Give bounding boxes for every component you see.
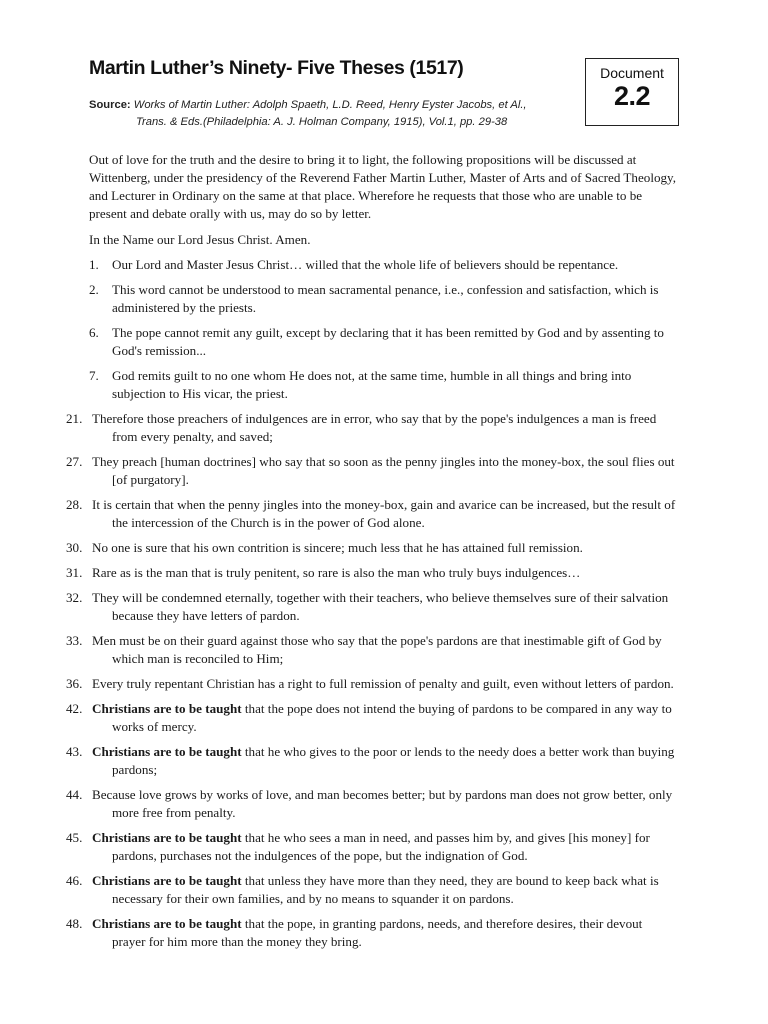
thesis-text (112, 256, 679, 274)
thesis-text (92, 590, 668, 623)
source-label: Source: (89, 99, 131, 111)
thesis-text (112, 367, 679, 403)
thesis-text (92, 454, 675, 487)
thesis-item (66, 564, 679, 582)
thesis-text (92, 916, 642, 949)
thesis-number: 46. (66, 873, 83, 888)
thesis-text (92, 701, 672, 734)
thesis-text (92, 565, 580, 580)
thesis-item (66, 743, 679, 779)
thesis-item (89, 367, 679, 403)
thesis-number: 36. (66, 676, 83, 691)
thesis-body: The pope cannot remit any guilt, except by declaring that it has been remitted by God and by assenting to God's remission... (112, 325, 664, 358)
thesis-number: 32. (66, 590, 83, 605)
thesis-item (66, 700, 679, 736)
thesis-body: Every truly repentant Christian has a right to full remission of penalty and guilt, even without letters of pardon. (92, 676, 674, 691)
thesis-text (92, 787, 672, 820)
thesis-body: No one is sure that his own contrition is sincere; much less that he has attained full remission. (92, 540, 583, 555)
thesis-emphasis: Christians are to be taught (92, 873, 242, 888)
thesis-item (89, 256, 679, 274)
thesis-emphasis: Christians are to be taught (92, 744, 242, 759)
thesis-item (66, 872, 679, 908)
thesis-number: 43. (66, 744, 83, 759)
thesis-number: 7. (89, 368, 99, 383)
document-number-box (585, 58, 679, 126)
thesis-body: Rare as is the man that is truly penitent, so rare is also the man who truly buys indulgences… (92, 565, 581, 580)
thesis-number: 1. (89, 257, 99, 272)
thesis-number: 2. (89, 282, 99, 297)
thesis-body: Men must be on their guard against those who say that the pope's pardons are that inestimable gift of God by which man is reconciled to Him; (92, 633, 662, 666)
thesis-body: Therefore those preachers of indulgences are in error, who say that by the pope's indulgences a man is freed from every penalty, and saved; (92, 411, 657, 444)
thesis-item (66, 632, 679, 668)
thesis-body: that he who sees a man in need, and passes him by, and gives [his money] for pardons, purchases not the indulgences of the pope, but the indignation of God. (112, 830, 650, 863)
thesis-body: They preach [human doctrines] who say that so soon as the penny jingles into the money-box, the soul flies out [of purgatory]. (92, 454, 675, 487)
thesis-item (66, 829, 679, 865)
source-citation (89, 97, 559, 131)
thesis-item (66, 915, 679, 951)
thesis-body: that the pope, in granting pardons, needs, and therefore desires, their devout prayer for him more than the money they bring. (112, 916, 643, 949)
document-body (66, 151, 679, 958)
document-number: 2.2 (613, 81, 651, 111)
document-label: Document (600, 65, 664, 81)
thesis-body: It is certain that when the penny jingles into the money-box, gain and avarice can be increased, but the result of the intercession of the Church is in the power of God alone. (92, 497, 676, 530)
thesis-item (66, 589, 679, 625)
thesis-text (92, 676, 674, 691)
thesis-emphasis: Christians are to be taught (92, 830, 242, 845)
thesis-text (92, 633, 662, 666)
thesis-number: 27. (66, 454, 83, 469)
thesis-body: Our Lord and Master Jesus Christ… willed that the whole life of believers should be repentance. (112, 257, 619, 272)
theses-list (66, 256, 679, 951)
thesis-item (66, 453, 679, 489)
thesis-body: that he who gives to the poor or lends to the needy does a better work than buying pardons; (112, 744, 675, 777)
thesis-item (66, 675, 679, 693)
thesis-emphasis: Christians are to be taught (92, 701, 242, 716)
thesis-number: 31. (66, 565, 83, 580)
thesis-number: 33. (66, 633, 83, 648)
thesis-emphasis: Christians are to be taught (92, 916, 242, 931)
thesis-item (66, 786, 679, 822)
thesis-text (92, 830, 650, 863)
thesis-body: that the pope does not intend the buying of pardons to be compared in any way to works of mercy. (112, 701, 672, 734)
thesis-number: 28. (66, 497, 83, 512)
thesis-number: 45. (66, 830, 83, 845)
thesis-text (92, 411, 656, 444)
source-line-2: Trans. & Eds.(Philadelphia: A. J. Holman Company, 1915), Vol.1, pp. 29-38 (136, 116, 508, 128)
source-line-1: Works of Martin Luther: Adolph Spaeth, L.D. Reed, Henry Eyster Jacobs, et Al., (133, 99, 527, 111)
invocation-line: In the Name our Lord Jesus Christ. Amen. (89, 232, 311, 247)
thesis-text (112, 324, 679, 360)
thesis-item (89, 281, 679, 317)
thesis-item (66, 539, 679, 557)
thesis-text (112, 281, 679, 317)
thesis-text (92, 540, 583, 555)
thesis-body: They will be condemned eternally, together with their teachers, who believe themselves sure of their salvation because they have letters of pardon. (92, 590, 669, 623)
thesis-body: God remits guilt to no one whom He does not, at the same time, humble in all things and bring into subjection to His vicar, the priest. (112, 368, 632, 401)
thesis-number: 44. (66, 787, 83, 802)
thesis-number: 21. (66, 411, 83, 426)
thesis-item (89, 324, 679, 360)
thesis-number: 48. (66, 916, 83, 931)
thesis-number: 6. (89, 325, 99, 340)
thesis-text (92, 873, 659, 906)
thesis-text (92, 744, 674, 777)
thesis-text (92, 497, 675, 530)
thesis-number: 42. (66, 701, 83, 716)
thesis-body: that unless they have more than they need, they are bound to keep back what is necessary for their own families, and by no means to squander it on pardons. (112, 873, 659, 906)
thesis-number: 30. (66, 540, 83, 555)
intro-paragraph: Out of love for the truth and the desire to bring it to light, the following propositions will be discussed at Wittenberg, under the presidency of the Reverend Father Martin Luther, Master of Arts and of Sacred Theology, and Lecturer in Ordinary on the same at that place. Wherefore he requests that those who are unable to be present and debate orally with us, may do so by letter. (89, 152, 677, 221)
thesis-body: Because love grows by works of love, and man becomes better; but by pardons man does not grow better, only more free from penalty. (92, 787, 673, 820)
thesis-item (66, 496, 679, 532)
thesis-item (66, 410, 679, 446)
document-title: Martin Luther’s Ninety- Five Theses (1517) (89, 57, 464, 79)
thesis-body: This word cannot be understood to mean sacramental penance, i.e., confession and satisfaction, which is administered by the priests. (112, 282, 659, 315)
